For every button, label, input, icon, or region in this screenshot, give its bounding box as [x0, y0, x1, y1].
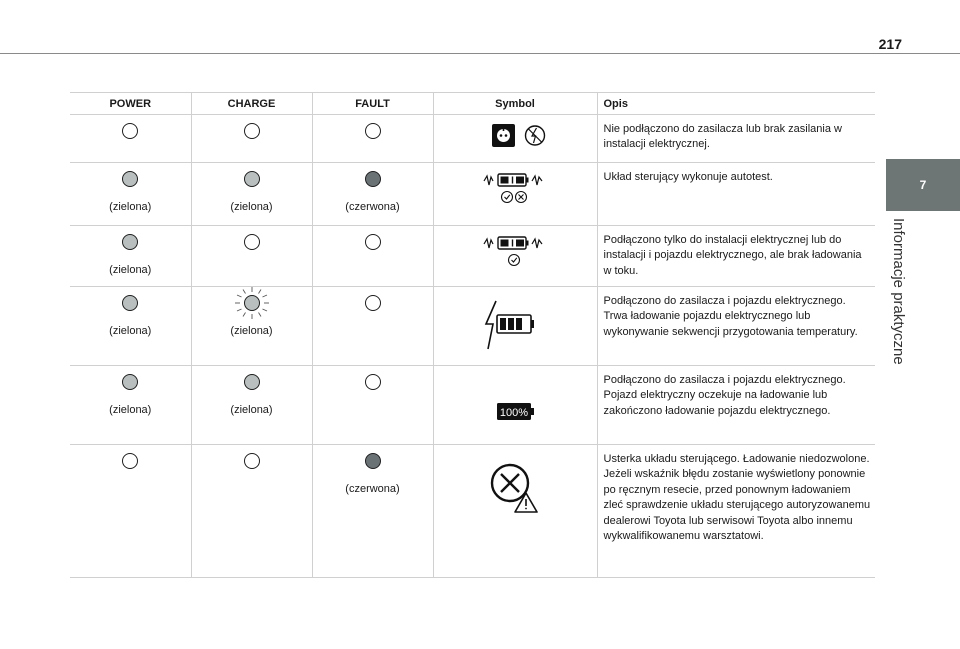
power-led-green — [122, 171, 138, 187]
self-test-icon — [480, 171, 550, 205]
power-led-green — [122, 234, 138, 250]
charge-led-green — [244, 374, 260, 390]
header-description: Opis — [597, 93, 875, 115]
fault-cell — [312, 445, 433, 578]
description-cell: Nie podłączono do zasilacza lub brak zasilania w instalacji elektrycznej. — [597, 115, 875, 163]
charge-led-off — [244, 123, 260, 139]
table-row — [70, 226, 875, 287]
fault-led-red — [365, 453, 381, 469]
connected-idle-icon — [480, 234, 550, 268]
charge-led-green — [244, 295, 260, 311]
power-led-green — [122, 374, 138, 390]
charge-led-green — [244, 171, 260, 187]
power-cell — [70, 445, 191, 578]
charge-led-off — [244, 453, 260, 469]
power-led-green — [122, 295, 138, 311]
plug-no-power-icon — [480, 123, 550, 149]
table-row — [70, 163, 875, 226]
description-cell: Podłączono tylko do instalacji elektrycznej lub do instalacji i pojazdu elektrycznego, ale brak ładowania w toku. — [597, 226, 875, 287]
power-led-off — [122, 453, 138, 469]
power-cell — [70, 163, 191, 226]
power-cell — [70, 287, 191, 366]
symbol-cell — [433, 445, 597, 578]
power-cell — [70, 366, 191, 445]
led-color-label: (zielona) — [230, 325, 273, 337]
fault-led-off — [365, 234, 381, 250]
table-row — [70, 445, 875, 578]
description-cell: Podłączono do zasilacza i pojazdu elektrycznego. Trwa ładowanie pojazdu elektrycznego lub wykonywanie sekwencji przygotowania temperatury. — [597, 287, 875, 366]
header-symbol: Symbol — [433, 93, 597, 115]
power-led-off — [122, 123, 138, 139]
fault-led-off — [365, 123, 381, 139]
fault-led-off — [365, 295, 381, 311]
symbol-cell — [433, 366, 597, 445]
led-color-label: (czerwona) — [345, 483, 400, 495]
description-cell: Układ sterujący wykonuje autotest. — [597, 163, 875, 226]
table-header-row — [70, 93, 875, 115]
chapter-title-vertical — [886, 218, 916, 398]
symbol-cell — [433, 226, 597, 287]
chapter-tab[interactable] — [886, 159, 960, 211]
led-color-label: (zielona) — [109, 404, 152, 416]
header-fault: FAULT — [312, 93, 433, 115]
charge-cell — [191, 287, 312, 366]
led-color-label: (zielona) — [230, 404, 273, 416]
battery-full-icon — [480, 392, 550, 432]
led-color-label: (zielona) — [109, 264, 152, 276]
header-power: POWER — [70, 93, 191, 115]
fault-cell — [312, 366, 433, 445]
table-row — [70, 287, 875, 366]
charging-battery-icon — [480, 299, 550, 351]
charge-led-off — [244, 234, 260, 250]
header-rule — [0, 53, 960, 54]
chapter-number: 7 — [919, 178, 927, 192]
battery-percent-label: 100% — [499, 407, 529, 419]
chapter-title: Informacje praktyczne — [890, 218, 907, 365]
header-charge: CHARGE — [191, 93, 312, 115]
fault-led-red — [365, 171, 381, 187]
charge-cell — [191, 163, 312, 226]
charge-cell — [191, 366, 312, 445]
description-cell: Podłączono do zasilacza i pojazdu elektrycznego. Pojazd elektryczny oczekuje na ładowanie lub zakończono ładowanie pojazdu elektrycznego. — [597, 366, 875, 445]
symbol-cell — [433, 115, 597, 163]
description-cell: Usterka układu sterującego. Ładowanie niedozwolone. Jeżeli wskaźnik błędu zostanie wyświetlony ponownie po ręcznym resecie, przed ponownym ładowaniem zleć sprawdzenie układu sterującego autoryzowanemu dealerowi Toyota lub serwisowi Toyota albo innemu wykwalifikowanemu warsztatowi. — [597, 445, 875, 578]
fault-cell — [312, 115, 433, 163]
fault-warning-icon — [480, 457, 550, 517]
led-color-label: (zielona) — [109, 201, 152, 213]
fault-led-off — [365, 374, 381, 390]
status-indicator-table — [70, 92, 875, 578]
fault-cell — [312, 287, 433, 366]
power-cell — [70, 115, 191, 163]
charge-cell — [191, 115, 312, 163]
charge-cell — [191, 226, 312, 287]
fault-cell — [312, 163, 433, 226]
fault-cell — [312, 226, 433, 287]
charge-led-blinking — [234, 287, 270, 319]
page-number: 217 — [878, 36, 902, 52]
symbol-cell — [433, 163, 597, 226]
led-color-label: (zielona) — [230, 201, 273, 213]
table-row — [70, 366, 875, 445]
led-color-label: (czerwona) — [345, 201, 400, 213]
power-cell — [70, 226, 191, 287]
charge-cell — [191, 445, 312, 578]
led-color-label: (zielona) — [109, 325, 152, 337]
table-row — [70, 115, 875, 163]
symbol-cell — [433, 287, 597, 366]
